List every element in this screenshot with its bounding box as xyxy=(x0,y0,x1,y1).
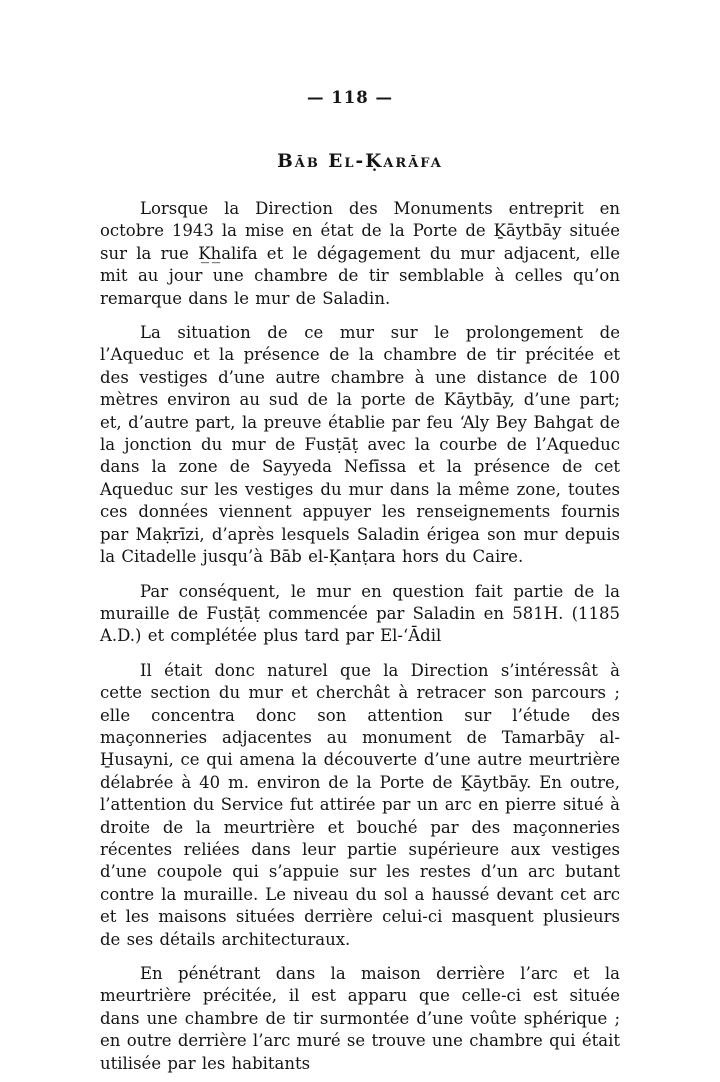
page-number: — 118 — xyxy=(307,88,393,107)
paragraph-3: Par conséquent, le mur en question fait partie de la muraille de Fusṭāṭ commencée par Saladin en 581H. (1185 A.D.) et complétée plus tard par El-‘Ādil xyxy=(100,581,620,646)
text-block xyxy=(100,198,620,1082)
paragraph-1: Lorsque la Direction des Monuments entreprit en octobre 1943 la mise en état de la Porte de Ḵāytbāy située sur la rue K̲h̲alifa et le dégagement du mur adjacent, elle mit au jour une chambre de tir semblable à celles qu’on remarque dans le mur de Saladin. xyxy=(100,199,620,308)
section-title: Bāb El-Ḳarāfa xyxy=(277,151,443,172)
paragraph-2: La situation de ce mur sur le prolongement de l’Aqueduc et la présence de la chambre de tir précitée et des vestiges d’une autre chambre à une distance de 100 mètres environ au sud de la porte de Kāytbāy, d’une part; et, d’autre part, la preuve établie par feu ‘Aly Bey Bahgat de la jonction du mur de Fusṭāṭ avec la courbe de l’Aqueduc dans la zone de Sayyeda Nefīssa et la présence de cet Aqueduc sur les vestiges du mur dans la même zone, toutes ces données viennent appuyer les renseignements fournis par Maḳrīzi, d’après lesquels Saladin érigea son mur depuis la Citadelle jusqu’à Bāb el-Ḳanṭara hors du Caire. xyxy=(100,323,620,567)
paragraph-5: En pénétrant dans la maison derrière l’arc et la meurtrière précitée, il est apparu que celle-ci est située dans une chambre de tir surmontée d’une voûte sphérique ; en outre derrière l’arc muré se trouve une chambre qui était utilisée par les habitants xyxy=(100,964,620,1073)
paragraph-4: Il était donc naturel que la Direction s’intéressât à cette section du mur et cherchât à retracer son parcours ; elle concentra donc son attention sur l’étude des maçonneries adjacentes au monument de Tamarbāy al-H̱usayni, ce qui amena la découverte d’une autre meurtrière délabrée à 40 m. environ de la Porte de Ḵāytbāy. En outre, l’attention du Service fut attirée par un arc en pierre situé à droite de la meurtrière et bouché par des maçonneries récentes reliées dans leur partie supérieure aux vestiges d’une coupole qui s’appuie sur les restes d’un arc butant contre la muraille. Le niveau du sol a haussé devant cet arc et les maisons situées derrière celui-ci masquent plusieurs de ses détails architecturaux. xyxy=(100,660,620,949)
